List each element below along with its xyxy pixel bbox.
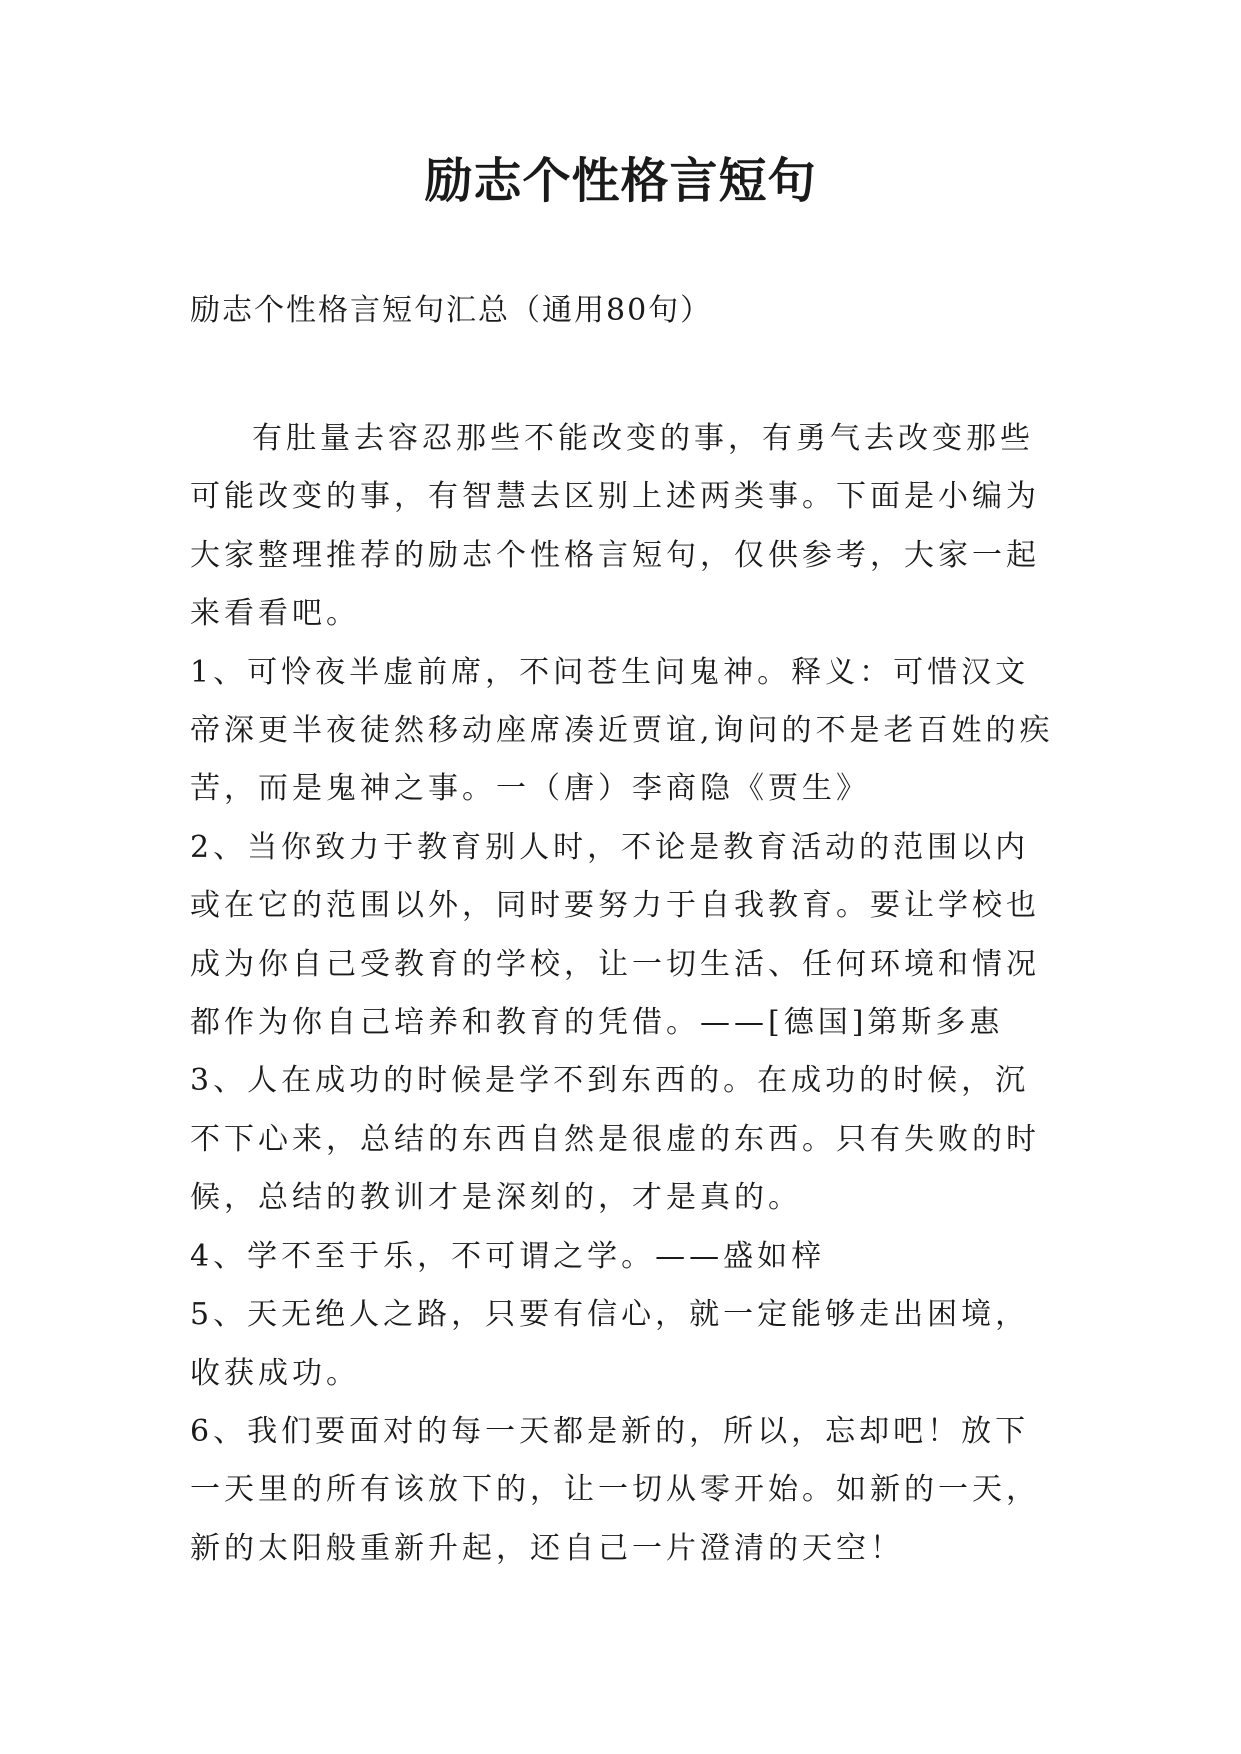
quote-item-3: 3、人在成功的时候是学不到东西的。在成功的时候，沉不下心来，总结的东西自然是很虚的东西。只有失败的时候，总结的教训才是深刻的，才是真的。: [190, 1063, 1040, 1216]
document-body: [190, 410, 1060, 1578]
quote-item-2: 2、当你致力于教育别人时，不论是教育活动的范围以内或在它的范围以外，同时要努力于自我教育。要让学校也成为你自己受教育的学校，让一切生活、任何环境和情况都作为你自己培养和教育的凭借。——[德国]第斯多惠: [190, 829, 1040, 1041]
document-subtitle: 励志个性格言短句汇总（通用80句）: [190, 293, 713, 328]
quote-item-1: 1、可怜夜半虚前席，不问苍生问鬼神。释义：可惜汉文帝深更半夜徒然移动座席凑近贾谊,询问的不是老百姓的疾苦，而是鬼神之事。一（唐）李商隐《贾生》: [190, 654, 1054, 807]
document-title: 励志个性格言短句: [424, 153, 817, 209]
quote-item-5: 5、天无绝人之路，只要有信心，就一定能够走出困境，收获成功。: [190, 1297, 1030, 1391]
intro-paragraph: 有肚量去容忍那些不能改变的事，有勇气去改变那些可能改变的事，有智慧去区别上述两类事。下面是小编为大家整理推荐的励志个性格言短句，仅供参考，大家一起来看看吧。: [190, 421, 1040, 632]
quote-item-6: 6、我们要面对的每一天都是新的，所以，忘却吧！放下一天里的所有该放下的，让一切从零开始。如新的一天，新的太阳般重新升起，还自己一片澄清的天空！: [190, 1413, 1040, 1566]
quote-item-4: 4、学不至于乐，不可谓之学。——盛如梓: [190, 1238, 826, 1274]
